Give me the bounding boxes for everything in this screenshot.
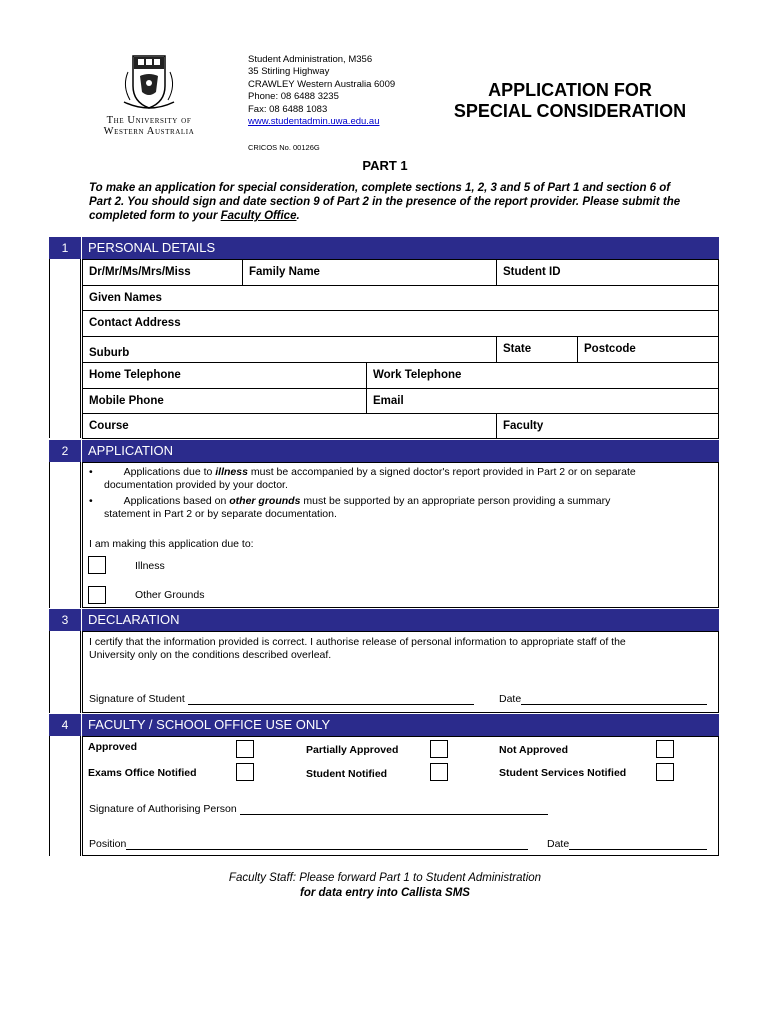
mobile-phone-field[interactable]: [82, 388, 367, 414]
other-grounds-note: [89, 495, 709, 521]
illness-note-emphasis: illness: [215, 466, 248, 478]
form-title-line2: SPECIAL CONSIDERATION: [453, 101, 687, 121]
website-link[interactable]: www.studentadmin.uwa.edu.au: [248, 116, 380, 128]
email-label: Email: [373, 395, 404, 407]
form-title: [430, 80, 710, 122]
position-line[interactable]: [89, 838, 528, 850]
other-grounds-note-text: Applications based on: [123, 495, 230, 507]
office-date-line[interactable]: [547, 838, 707, 850]
state-label: State: [503, 343, 532, 355]
section-number: 2: [49, 440, 81, 462]
postcode-field[interactable]: [577, 336, 719, 363]
approved-label: Approved: [88, 741, 138, 753]
section-gutter: [49, 631, 81, 713]
position-label: Position: [89, 838, 127, 850]
work-telephone-label: Work Telephone: [373, 369, 462, 381]
contact-address-label: Contact Address: [89, 317, 181, 329]
phone-line: Phone: 08 6488 3235: [248, 91, 339, 103]
position-underline: [126, 839, 528, 850]
instructions: [89, 181, 689, 223]
section-gutter: [49, 259, 81, 438]
student-id-label: Student ID: [503, 266, 561, 278]
other-grounds-checkbox[interactable]: [88, 586, 106, 604]
work-telephone-field[interactable]: [366, 362, 719, 389]
family-name-label: Family Name: [249, 266, 320, 278]
illness-option-label: Illness: [135, 560, 165, 572]
given-names-field[interactable]: [82, 285, 719, 311]
footer-note: Faculty Staff: Please forward Part 1 to Student Administration: [228, 872, 542, 884]
section-number: 4: [49, 714, 81, 736]
state-field[interactable]: [496, 336, 578, 363]
address-line: CRAWLEY Western Australia 6009: [248, 78, 396, 90]
not-approved-label: Not Approved: [499, 744, 569, 756]
illness-note: [89, 466, 709, 492]
student-services-notified-checkbox[interactable]: [656, 763, 674, 781]
form-title-line1: APPLICATION FOR: [488, 80, 652, 100]
suburb-label: Suburb: [89, 347, 130, 359]
section-title: PERSONAL DETAILS: [82, 237, 719, 259]
address-block: [248, 54, 395, 128]
authorising-signature-line[interactable]: [89, 803, 548, 815]
faculty-office-link: Faculty Office: [220, 210, 297, 222]
contact-address-field[interactable]: [82, 310, 719, 337]
signature-underline: [188, 694, 474, 705]
student-notified-label: Student Notified: [306, 768, 388, 780]
student-services-notified-label: Student Services Notified: [499, 767, 627, 779]
footer-note-bold: for data entry into Callista SMS: [300, 887, 470, 899]
approved-checkbox[interactable]: [236, 740, 254, 758]
address-line: Student Administration, M356: [248, 54, 373, 65]
other-grounds-option-label: Other Grounds: [135, 589, 205, 601]
instructions-text: To make an application for special consideration, complete sections 1, 2, 3 and 5 of Part 1 and section 6 of Part 2. You should sign and date section 9 of Part 2 in the presence of the report provider. Please submit the completed form to your: [89, 182, 681, 222]
home-telephone-label: Home Telephone: [89, 369, 181, 381]
section-gutter: [49, 736, 81, 856]
course-label: Course: [89, 420, 129, 432]
given-names-label: Given Names: [89, 292, 162, 304]
exams-office-notified-checkbox[interactable]: [236, 763, 254, 781]
university-name: [88, 115, 210, 137]
declaration-statement: [89, 636, 714, 662]
family-name-field[interactable]: [242, 259, 497, 286]
email-field[interactable]: [366, 388, 719, 414]
partially-approved-label: Partially Approved: [306, 744, 399, 756]
student-signature-line[interactable]: [89, 693, 474, 705]
reason-prompt: I am making this application due to:: [89, 538, 254, 550]
other-grounds-note-emphasis: other grounds: [229, 495, 301, 507]
other-grounds-note-cont: statement in Part 2 or by separate documentation.: [104, 508, 337, 520]
illness-note-rest: must be accompanied by a signed doctor's report provided in Part 2 or on separate: [247, 466, 636, 478]
section-number: 1: [49, 237, 81, 259]
date-underline: [569, 839, 707, 850]
section-title: APPLICATION: [82, 440, 719, 462]
office-date-label: Date: [547, 838, 570, 850]
university-name-line: The University of: [106, 115, 192, 126]
not-approved-checkbox[interactable]: [656, 740, 674, 758]
declaration-line: University only on the conditions described overleaf.: [89, 649, 332, 661]
declaration-line: I certify that the information provided is correct. I authorise release of personal information to appropriate staff of the: [89, 636, 626, 648]
part-label: PART 1: [362, 158, 408, 173]
student-id-field[interactable]: [496, 259, 719, 286]
other-grounds-note-rest: must be supported by an appropriate person providing a summary: [300, 495, 611, 507]
section-gutter: [49, 462, 81, 608]
mobile-phone-label: Mobile Phone: [89, 395, 164, 407]
address-line: 35 Stirling Highway: [248, 66, 330, 78]
partially-approved-checkbox[interactable]: [430, 740, 448, 758]
section-title: FACULTY / SCHOOL OFFICE USE ONLY: [82, 714, 719, 736]
title-field[interactable]: [82, 259, 243, 286]
title-label: Dr/Mr/Ms/Mrs/Miss: [89, 266, 191, 278]
student-date-label: Date: [499, 693, 522, 705]
faculty-label: Faculty: [503, 420, 544, 432]
instructions-end: .: [296, 210, 300, 222]
cricos-number: CRICOS No. 00126G: [248, 143, 320, 152]
illness-checkbox[interactable]: [88, 556, 106, 574]
illness-note-text: Applications due to: [123, 466, 216, 478]
bullet-icon: •: [89, 466, 93, 478]
course-field[interactable]: [82, 413, 497, 439]
fax-line: Fax: 08 6488 1083: [248, 103, 328, 115]
postcode-label: Postcode: [584, 343, 636, 355]
signature-underline: [240, 804, 548, 815]
bullet-icon: •: [89, 495, 93, 507]
date-underline: [521, 694, 707, 705]
student-date-line[interactable]: [499, 693, 707, 705]
suburb-field[interactable]: [82, 336, 497, 363]
crest-icon: [88, 52, 210, 114]
student-signature-label: Signature of Student: [89, 693, 185, 705]
section-title: DECLARATION: [82, 609, 719, 631]
exams-office-notified-label: Exams Office Notified: [88, 767, 197, 779]
illness-note-cont: documentation provided by your doctor.: [104, 479, 288, 491]
faculty-field[interactable]: [496, 413, 719, 439]
section-number: 3: [49, 609, 81, 631]
authorising-signature-label: Signature of Authorising Person: [89, 803, 237, 815]
university-name-line: Western Australia: [103, 126, 195, 137]
home-telephone-field[interactable]: [82, 362, 367, 389]
student-notified-checkbox[interactable]: [430, 763, 448, 781]
